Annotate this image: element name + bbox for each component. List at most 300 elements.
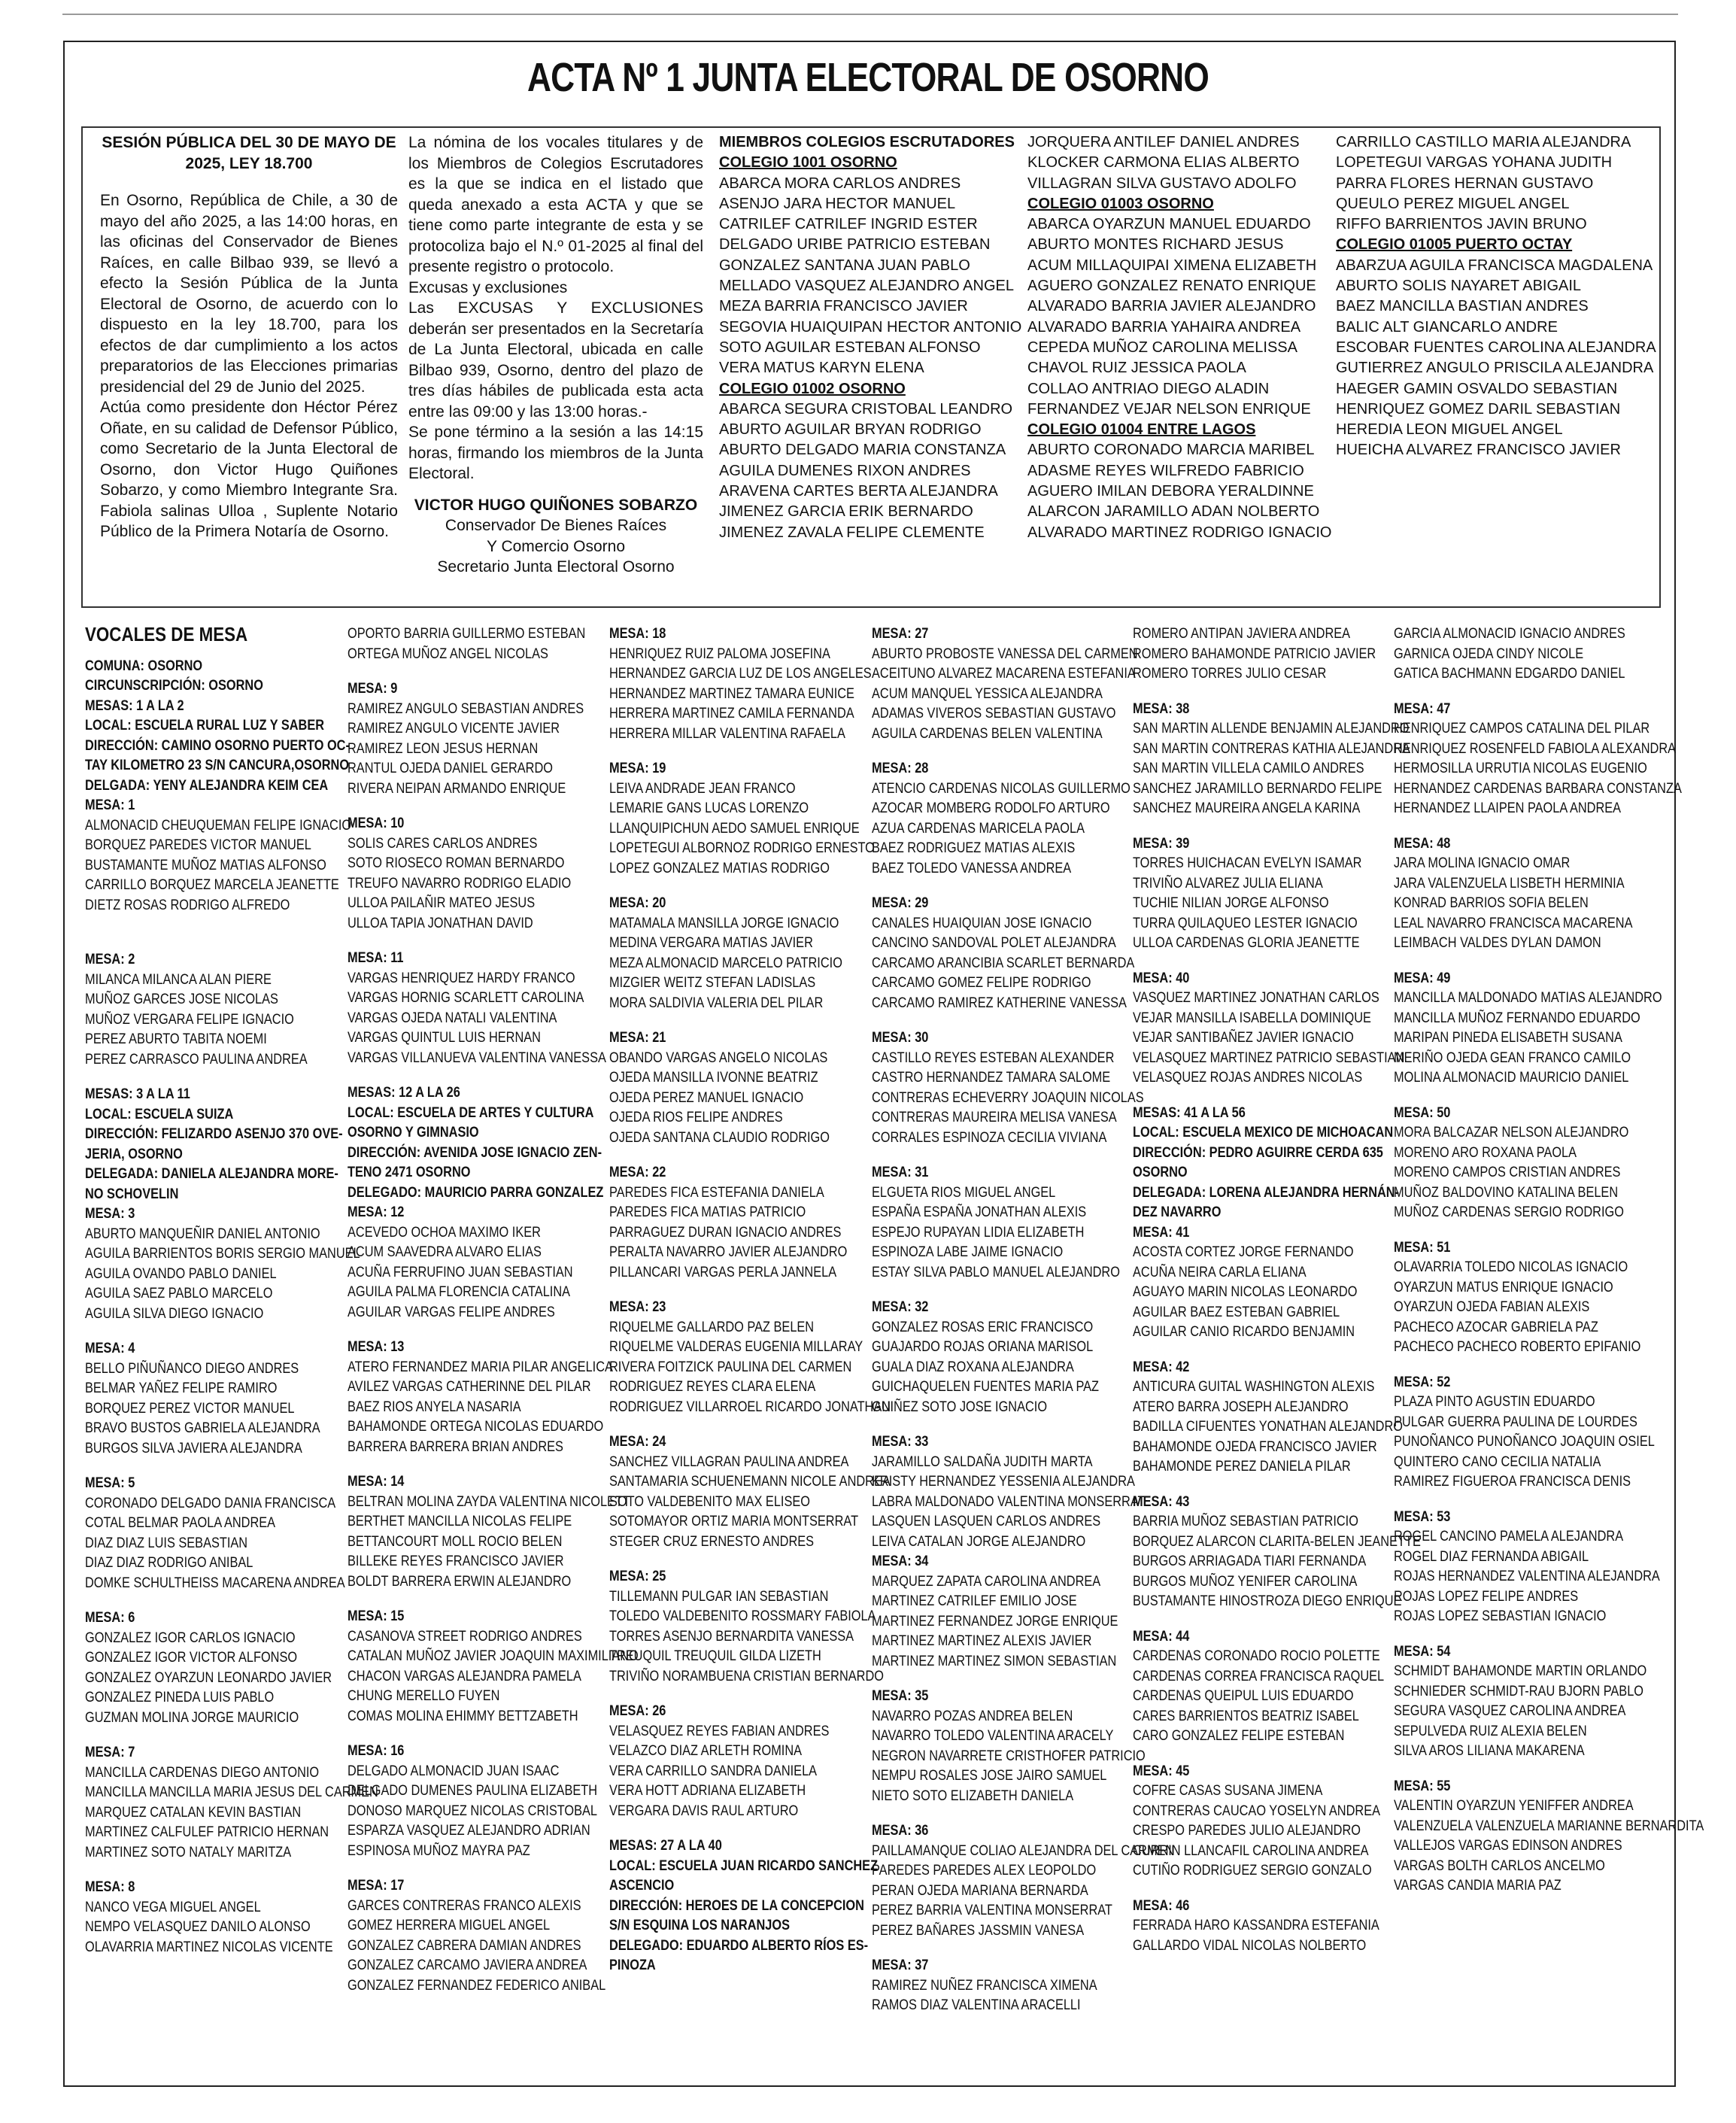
vocal-name: DIAZ DIAZ LUIS SEBASTIAN — [85, 1535, 248, 1551]
vocal-name: LOPETEGUI ALBORNOZ RODRIGO ERNESTO — [609, 840, 875, 856]
vocal-name: VERA HOTT ADRIANA ELIZABETH — [609, 1783, 806, 1799]
vocal-name: PARRAGUEZ DURAN IGNACIO ANDRES — [609, 1224, 842, 1241]
mesa-heading: MESA: 28 — [872, 761, 929, 776]
member-name: ABURTO DELGADO MARIA CONSTANZA — [719, 442, 1006, 459]
vocal-name: BELTRAN MOLINA ZAYDA VALENTINA NICOLETT — [348, 1493, 630, 1510]
vocal-name: CARCAMO RAMIREZ KATHERINE VANESSA — [872, 995, 1127, 1011]
vocal-name: RAMIREZ ANGULO VICENTE JAVIER — [348, 721, 560, 737]
vocal-name: VARGAS QUINTUL LUIS HERNAN — [348, 1030, 541, 1046]
vocal-name: MARQUEZ ZAPATA CAROLINA ANDREA — [872, 1573, 1101, 1590]
vocal-name: OJEDA MANSILLA IVONNE BEATRIZ — [609, 1070, 818, 1086]
member-name: COLLAO ANTRIAO DIEGO ALADIN — [1027, 380, 1270, 397]
member-name: ALVARADO MARTINEZ RODRIGO IGNACIO — [1027, 524, 1332, 541]
mesa-info: DIRECCIÓN: AVENIDA JOSE IGNACIO ZEN- — [348, 1144, 602, 1161]
vocal-name: PEREZ BARRIA VALENTINA MONSERRAT — [872, 1903, 1112, 1918]
vocal-name: TRIVIÑO NORAMBUENA CRISTIAN BERNARDO — [609, 1668, 884, 1684]
vocal-name: RAMIREZ FIGUEROA FRANCISCA DENIS — [1394, 1474, 1631, 1490]
vocal-name: PACHECO PACHECO ROBERTO EPIFANIO — [1394, 1339, 1641, 1355]
vocal-name: TORRES HUICHACAN EVELYN ISAMAR — [1133, 855, 1362, 871]
vocal-name: ROJAS LOPEZ FELIPE ANDRES — [1394, 1588, 1579, 1605]
vocal-name: TREUQUIL TREUQUIL GILDA LIZETH — [609, 1648, 821, 1664]
vocal-name: MANCILLA MANCILLA MARIA JESUS DEL CARMEN — [85, 1784, 378, 1800]
vocal-name: CANCINO SANDOVAL POLET ALEJANDRA — [872, 935, 1116, 951]
vocal-name: CARO GONZALEZ FELIPE ESTEBAN — [1133, 1728, 1345, 1744]
member-name: DELGADO URIBE PATRICIO ESTEBAN — [719, 236, 991, 254]
mesa-info: LOCAL: ESCUELA RURAL LUZ Y SABER — [85, 718, 325, 733]
vocal-name: VALENTIN OYARZUN YENIFFER ANDREA — [1394, 1798, 1634, 1814]
vocal-name: RODRIGUEZ VILLARROEL RICARDO JONATHAN — [609, 1399, 891, 1415]
member-name: ABURTO MONTES RICHARD JESUS — [1027, 236, 1284, 254]
vocal-name: DONOSO MARQUEZ NICOLAS CRISTOBAL — [348, 1803, 598, 1819]
vocal-name: GALLARDO VIDAL NICOLAS NOLBERTO — [1133, 1937, 1367, 1954]
vocal-name: VARGAS VILLANUEVA VALENTINA VANESSA — [348, 1049, 606, 1066]
vocal-name: CUTIÑO RODRIGUEZ SERGIO GONZALO — [1133, 1863, 1372, 1879]
mesa-heading: MESA: 39 — [1133, 835, 1190, 852]
vocal-name: RIQUELME VALDERAS EUGENIA MILLARAY — [609, 1339, 863, 1355]
vocal-name: RAMOS DIAZ VALENTINA ARACELLI — [872, 1997, 1081, 2013]
vocal-name: MORA BALCAZAR NELSON ALEJANDRO — [1394, 1125, 1629, 1140]
vocal-name: AGUILA SAEZ PABLO MARCELO — [85, 1286, 273, 1301]
mesa-heading: MESA: 30 — [872, 1030, 929, 1046]
mesa-heading: MESA: 24 — [609, 1434, 666, 1450]
vocal-name: ESTAY SILVA PABLO MANUEL ALEJANDRO — [872, 1264, 1120, 1280]
vocal-name: MORENO ARO ROXANA PAOLA — [1394, 1144, 1577, 1161]
nomina-paragraph-4: Se pone término a la sesión a las 14:15 horas, firmando los miembros de la Junta Electoral. — [408, 424, 703, 482]
colegios-column-1 — [719, 132, 1020, 543]
vocal-name: OYARZUN OJEDA FABIAN ALEXIS — [1394, 1299, 1590, 1315]
vocal-name: TURRA QUILAQUEO LESTER IGNACIO — [1133, 915, 1358, 931]
vocal-name: PERAN OJEDA MARIANA BERNARDA — [872, 1882, 1088, 1899]
vocal-name: MERIÑO OJEDA GEAN FRANCO CAMILO — [1394, 1049, 1631, 1066]
member-name: CATRILEF CATRILEF INGRID ESTER — [719, 216, 978, 233]
vocal-name: VALENZUELA VALENZUELA MARIANNE BERNARDITA — [1394, 1818, 1704, 1834]
mesa-heading: MESA: 50 — [1394, 1104, 1451, 1121]
mesa-info: COMUNA: OSORNO — [85, 658, 203, 674]
vocal-name: VERGARA DAVIS RAUL ARTURO — [609, 1803, 799, 1819]
vocal-name: ACOSTA CORTEZ JORGE FERNANDO — [1133, 1244, 1354, 1260]
member-name: AGUERO GONZALEZ RENATO ENRIQUE — [1027, 278, 1316, 295]
vocal-name: TREUFO NAVARRO RODRIGO ELADIO — [348, 875, 572, 891]
vocal-name: TOLEDO VALDEBENITO ROSSMARY FABIOLA — [609, 1608, 876, 1624]
vocal-name: OLAVARRIA TOLEDO NICOLAS IGNACIO — [1394, 1259, 1628, 1275]
vocal-name: DIETZ ROSAS RODRIGO ALFREDO — [85, 897, 290, 913]
vocal-name: AGUILAR BAEZ ESTEBAN GABRIEL — [1133, 1304, 1340, 1320]
vocal-name: GUIÑEZ SOTO JOSE IGNACIO — [872, 1399, 1048, 1415]
vocal-name: PAREDES FICA ESTEFANIA DANIELA — [609, 1184, 824, 1201]
vocal-name: MARTINEZ CATRILEF EMILIO JOSE — [872, 1593, 1077, 1609]
vocales-column-6 — [1394, 624, 1704, 1897]
vocal-name: BARRERA BARRERA BRIAN ANDRES — [348, 1438, 563, 1455]
member-name: BALIC ALT GIANCARLO ANDRE — [1336, 318, 1558, 336]
mesa-heading: MESA: 26 — [609, 1703, 666, 1719]
colegio-1002-heading: COLEGIO 01002 OSORNO — [719, 380, 906, 397]
vocal-name: MARIPAN PINEDA ELISABETH SUSANA — [1394, 1030, 1622, 1046]
mesa-heading: MESA: 53 — [1394, 1508, 1451, 1525]
vocal-name: GONZALEZ IGOR CARLOS IGNACIO — [85, 1629, 296, 1646]
vocal-name: SILVA AROS LILIANA MAKARENA — [1394, 1743, 1585, 1759]
vocal-name: HENRIQUEZ ROSENFELD FABIOLA ALEXANDRA — [1394, 740, 1677, 757]
vocal-name: AGUILA OVANDO PABLO DANIEL — [85, 1265, 277, 1282]
colegio-1004-heading: COLEGIO 01004 ENTRE LAGOS — [1027, 421, 1256, 439]
vocal-name: BELMAR YAÑEZ FELIPE RAMIRO — [85, 1380, 278, 1396]
member-name: QUEULO PEREZ MIGUEL ANGEL — [1336, 195, 1570, 212]
vocal-name: ROJAS HERNANDEZ VALENTINA ALEJANDRA — [1394, 1569, 1660, 1584]
vocal-name: LASQUEN LASQUEN CARLOS ANDRES — [872, 1514, 1101, 1529]
vocal-name: BUSTAMANTE MUÑOZ MATIAS ALFONSO — [85, 857, 326, 873]
mesa-heading: MESA: 48 — [1394, 835, 1451, 852]
vocal-name: PEREZ BAÑARES JASSMIN VANESA — [872, 1922, 1085, 1939]
member-name: HEREDIA LEON MIGUEL ANGEL — [1336, 421, 1563, 439]
mesa-info: MESA: 12 — [348, 1204, 405, 1220]
vocal-name: ATERO FERNANDEZ MARIA PILAR ANGELICA — [348, 1359, 613, 1375]
intro-paragraph-2: Actúa como presidente don Héctor Pérez Oñate, en su calidad de Defensor Público, como Secretario de la Junta Electoral de Osorno, don Victor Hugo Quiñones Sobarzo, y como Miembro Integrante Sra. Fabiola salinas Ulloa , Suplente Notario Público de la Primera Notaría de Osorno. — [100, 399, 398, 540]
vocal-name: MARTINEZ MARTINEZ ALEXIS JAVIER — [872, 1633, 1092, 1649]
mesa-heading: MESAS: 3 A LA 11 — [85, 1086, 190, 1102]
member-name: AGUILA DUMENES RIXON ANDRES — [719, 462, 971, 479]
vocal-name: SAN MARTIN CONTRERAS KATHIA ALEJANDRA — [1133, 740, 1410, 757]
vocal-name: DELGADO DUMENES PAULINA ELIZABETH — [348, 1783, 598, 1799]
vocal-name: ESPINOZA LABE JAIME IGNACIO — [872, 1244, 1064, 1260]
signature-line-2: Y Comercio Osorno — [486, 537, 626, 555]
colegios-heading: MIEMBROS COLEGIOS ESCRUTADORES — [719, 134, 1015, 150]
mesa-info: MESAS: 1 A LA 2 — [85, 697, 184, 714]
mesa-heading: MESA: 33 — [872, 1434, 929, 1450]
vocal-name: MOLINA ALMONACID MAURICIO DANIEL — [1394, 1070, 1629, 1086]
member-name: JORQUERA ANTILEF DANIEL ANDRES — [1027, 134, 1300, 150]
mesa-info: TENO 2471 OSORNO — [348, 1165, 471, 1180]
vocal-name: SANTAMARIA SCHUENEMANN NICOLE ANDREA — [609, 1474, 891, 1490]
member-name: FERNANDEZ VEJAR NELSON ENRIQUE — [1027, 400, 1311, 418]
vocal-name: NAVARRO POZAS ANDREA BELEN — [872, 1708, 1073, 1724]
member-name: VERA MATUS KARYN ELENA — [719, 360, 924, 377]
vocal-name: VERA CARRILLO SANDRA DANIELA — [609, 1763, 818, 1779]
vocal-name: GUALA DIAZ ROXANA ALEJANDRA — [872, 1359, 1074, 1375]
mesa-heading: MESA: 5 — [85, 1475, 135, 1491]
vocal-name: LOPEZ GONZALEZ MATIAS RODRIGO — [609, 860, 830, 876]
vocal-name: VARGAS OJEDA NATALI VALENTINA — [348, 1010, 557, 1026]
vocal-name: BURGOS MUÑOZ YENIFER CAROLINA — [1133, 1573, 1358, 1590]
vocal-name: AGUILA SILVA DIEGO IGNACIO — [85, 1305, 264, 1322]
vocal-name: CARDENAS QUEIPUL LUIS EDUARDO — [1133, 1688, 1354, 1704]
member-name: ABURTO CORONADO MARCIA MARIBEL — [1027, 442, 1315, 459]
excusas-heading: Excusas y exclusiones — [408, 278, 568, 296]
vocal-name: MUÑOZ GARCES JOSE NICOLAS — [85, 992, 278, 1007]
member-name: PARRA FLORES HERNAN GUSTAVO — [1336, 175, 1594, 192]
vocal-name: MEDINA VERGARA MATIAS JAVIER — [609, 935, 813, 951]
vocal-name: GOMEZ HERRERA MIGUEL ANGEL — [348, 1918, 551, 1933]
intro-column — [100, 132, 398, 542]
mesa-heading: MESA: 11 — [348, 950, 404, 966]
vocal-name: ABURTO MANQUEÑIR DANIEL ANTONIO — [85, 1226, 320, 1242]
vocal-name: PLAZA PINTO AGUSTIN EDUARDO — [1394, 1394, 1595, 1410]
vocal-name: GONZALEZ CABRERA DAMIAN ANDRES — [348, 1937, 581, 1954]
vocales-column-1 — [85, 624, 378, 1957]
mesa-heading: MESA: 4 — [85, 1341, 135, 1356]
vocal-name: CANALES HUAIQUIAN JOSE IGNACIO — [872, 915, 1092, 931]
vocal-name: VEJAR MANSILLA ISABELLA DOMINIQUE — [1133, 1010, 1371, 1026]
vocal-name: MANCILLA MALDONADO MATIAS ALEJANDRO — [1394, 990, 1662, 1006]
colegio-1001-list — [719, 174, 1020, 379]
mesa-heading: MESA: 52 — [1394, 1374, 1451, 1390]
mesa-heading: MESA: 35 — [872, 1688, 929, 1704]
colegio-1002-list — [719, 399, 1020, 543]
vocal-name: QUINTERO CANO CECILIA NATALIA — [1394, 1453, 1601, 1470]
vocal-name: BELLO PIÑUÑANCO DIEGO ANDRES — [85, 1360, 299, 1377]
vocal-name: AGUILAR VARGAS FELIPE ANDRES — [348, 1304, 555, 1320]
vocales-column-5 — [1133, 624, 1421, 1956]
mesa-heading: MESA: 23 — [609, 1299, 666, 1315]
mesa-info: MESA: 3 — [85, 1206, 135, 1222]
mesa-heading: MESA: 7 — [85, 1745, 135, 1760]
vocal-name: SCHMIDT BAHAMONDE MARTIN ORLANDO — [1394, 1663, 1647, 1679]
vocal-name: MORA SALDIVIA VALERIA DEL PILAR — [609, 995, 824, 1011]
vocal-name: VARGAS CANDIA MARIA PAZ — [1394, 1878, 1561, 1894]
vocal-name: AGUILAR CANIO RICARDO BENJAMIN — [1133, 1324, 1355, 1340]
mesa-info: DIRECCIÓN: FELIZARDO ASENJO 370 OVE- — [85, 1126, 343, 1142]
member-name: SOTO AGUILAR ESTEBAN ALFONSO — [719, 339, 981, 356]
vocal-name: RODRIGUEZ REYES CLARA ELENA — [609, 1379, 816, 1395]
vocal-name: NEGRON NAVARRETE CRISTHOFER PATRICIO — [872, 1748, 1146, 1764]
mesa-heading: MESA: 49 — [1394, 970, 1451, 986]
vocal-name: CARCAMO ARANCIBIA SCARLET BERNARDA — [872, 955, 1135, 971]
mesa-heading: MESA: 6 — [85, 1610, 135, 1626]
vocal-name: FERRADA HARO KASSANDRA ESTEFANIA — [1133, 1918, 1379, 1933]
vocal-name: LLANQUIPICHUN AEDO SAMUEL ENRIQUE — [609, 820, 860, 837]
vocal-name: ESPEJO RUPAYAN LIDIA ELIZABETH — [872, 1224, 1085, 1241]
vocal-name: ACUM SAAVEDRA ALVARO ELIAS — [348, 1244, 542, 1260]
vocal-name: CURRIN LLANCAFIL CAROLINA ANDREA — [1133, 1842, 1369, 1859]
vocales-column-4 — [872, 624, 1174, 2016]
vocal-name: CARRILLO BORQUEZ MARCELA JEANETTE — [85, 877, 339, 893]
mesa-info: MESA: 1 — [85, 797, 135, 813]
vocal-name: BRAVO BUSTOS GABRIELA ALEJANDRA — [85, 1420, 320, 1436]
mesa-heading: MESA: 42 — [1133, 1359, 1190, 1375]
mesa-heading: MESAS: 41 A LA 56 — [1133, 1104, 1246, 1121]
member-name: KLOCKER CARMONA ELIAS ALBERTO — [1027, 154, 1300, 172]
vocal-name: RIVERA NEIPAN ARMANDO ENRIQUE — [348, 780, 566, 797]
vocal-name: PERALTA NAVARRO JAVIER ALEJANDRO — [609, 1244, 848, 1260]
vocal-name: VEJAR SANTIBAÑEZ JAVIER IGNACIO — [1133, 1030, 1354, 1046]
vocal-name: BORQUEZ PAREDES VICTOR MANUEL — [85, 837, 311, 853]
vocal-name: PEREZ CARRASCO PAULINA ANDREA — [85, 1051, 308, 1068]
vocal-name: BUSTAMANTE HINOSTROZA DIEGO ENRIQUE — [1133, 1593, 1402, 1609]
vocal-name: KONRAD BARRIOS SOFIA BELEN — [1394, 895, 1589, 911]
mesa-heading: MESA: 43 — [1133, 1493, 1190, 1510]
vocal-name: MORENO CAMPOS CRISTIAN ANDRES — [1394, 1165, 1621, 1180]
vocal-name: ROGEL DIAZ FERNANDA ABIGAIL — [1394, 1548, 1589, 1565]
vocal-name: LEIVA ANDRADE JEAN FRANCO — [609, 780, 796, 797]
vocal-name: SAN MARTIN ALLENDE BENJAMIN ALEJANDRO — [1133, 721, 1410, 737]
vocal-name: MEZA ALMONACID MARCELO PATRICIO — [609, 955, 842, 971]
vocal-name: PUNOÑANCO PUNOÑANCO JOAQUIN OSIEL — [1394, 1434, 1655, 1450]
vocal-name: COTAL BELMAR PAOLA ANDREA — [85, 1515, 276, 1531]
mesa-heading: MESA: 32 — [872, 1299, 929, 1315]
vocal-name: BAEZ TOLEDO VANESSA ANDREA — [872, 860, 1072, 876]
vocal-name: PILLANCARI VARGAS PERLA JANNELA — [609, 1264, 837, 1280]
nomina-column — [408, 132, 703, 578]
mesa-info: DEZ NAVARRO — [1133, 1204, 1222, 1220]
colegio-1004-list — [1027, 440, 1332, 542]
vocal-name: CONTRERAS ECHEVERRY JOAQUIN NICOLAS — [872, 1089, 1144, 1106]
member-name: CARRILLO CASTILLO MARIA ALEJANDRA — [1336, 134, 1631, 150]
mesa-heading: MESA: 21 — [609, 1030, 666, 1046]
vocal-name: CARCAMO GOMEZ FELIPE RODRIGO — [872, 975, 1091, 991]
colegio-1001-heading: COLEGIO 1001 OSORNO — [719, 154, 897, 172]
vocal-name: RAMIREZ ANGULO SEBASTIAN ANDRES — [348, 700, 584, 717]
vocal-name: BOLDT BARRERA ERWIN ALEJANDRO — [348, 1573, 572, 1590]
vocal-name: HENRIQUEZ RUIZ PALOMA JOSEFINA — [609, 645, 830, 662]
member-name: CHAVOL RUIZ JESSICA PAOLA — [1027, 360, 1246, 377]
vocal-name: SOTOMAYOR ORTIZ MARIA MONTSERRAT — [609, 1514, 859, 1529]
colegio-1005-heading: COLEGIO 01005 PUERTO OCTAY — [1336, 236, 1573, 254]
vocal-name: MATAMALA MANSILLA JORGE IGNACIO — [609, 915, 839, 931]
mesa-heading: MESA: 10 — [348, 815, 405, 831]
vocal-name: RIVERA FOITZICK PAULINA DEL CARMEN — [609, 1359, 852, 1375]
mesa-info: ASCENCIO — [609, 1878, 675, 1894]
vocal-name: DIAZ DIAZ RODRIGO ANIBAL — [85, 1555, 253, 1571]
vocal-name: BURGOS ARRIAGADA TIARI FERNANDA — [1133, 1554, 1367, 1569]
vocal-name: AZOCAR MOMBERG RODOLFO ARTURO — [872, 800, 1110, 816]
vocal-name: HERMOSILLA URRUTIA NICOLAS EUGENIO — [1394, 761, 1647, 776]
vocal-name: MIZGIER WEITZ STEFAN LADISLAS — [609, 975, 816, 991]
vocal-name: PAREDES FICA MATIAS PATRICIO — [609, 1204, 806, 1220]
vocal-name: LEIMBACH VALDES DYLAN DAMON — [1394, 935, 1601, 951]
member-name: ABURTO AGUILAR BRYAN RODRIGO — [719, 421, 982, 439]
mesa-info: DIRECCIÓN: CAMINO OSORNO PUERTO OC- — [85, 737, 350, 754]
vocal-name: GUZMAN MOLINA JORGE MAURICIO — [85, 1709, 299, 1726]
member-name: JIMENEZ GARCIA ERIK BERNARDO — [719, 503, 973, 521]
member-name: GUTIERREZ ANGULO PRISCILA ALEJANDRA — [1336, 360, 1654, 377]
vocal-name: RANTUL OJEDA DANIEL GERARDO — [348, 761, 553, 776]
member-name: HENRIQUEZ GOMEZ DARIL SEBASTIAN — [1336, 400, 1621, 418]
mesa-heading: MESA: 13 — [348, 1339, 405, 1355]
vocal-name: OJEDA SANTANA CLAUDIO RODRIGO — [609, 1129, 830, 1146]
colegio-1002-list-cont — [1027, 132, 1328, 194]
vocal-name: ACEITUNO ALVAREZ MACARENA ESTEFANIA — [872, 666, 1136, 682]
vocal-name: BAEZ RODRIGUEZ MATIAS ALEXIS — [872, 840, 1076, 856]
vocal-name: BAHAMONDE ORTEGA NICOLAS EDUARDO — [348, 1419, 604, 1435]
vocal-name: VELAZCO DIAZ ARLETH ROMINA — [609, 1743, 803, 1759]
vocal-name: ULLOA TAPIA JONATHAN DAVID — [348, 915, 533, 931]
mesa-heading: MESA: 22 — [609, 1165, 666, 1180]
vocal-name: LEIVA CATALAN JORGE ALEJANDRO — [872, 1533, 1086, 1550]
top-rule — [62, 14, 1678, 15]
colegio-1003-heading: COLEGIO 01003 OSORNO — [1027, 195, 1214, 212]
vocal-name: CASANOVA STREET RODRIGO ANDRES — [348, 1628, 582, 1645]
vocal-name: VARGAS HORNIG SCARLETT CAROLINA — [348, 990, 584, 1006]
mesa-heading: MESA: 15 — [348, 1608, 405, 1624]
vocal-name: OLAVARRIA MARTINEZ NICOLAS VICENTE — [85, 1939, 333, 1955]
vocal-name: CASTILLO REYES ESTEBAN ALEXANDER — [872, 1049, 1115, 1066]
vocal-name: AZUA CARDENAS MARICELA PAOLA — [872, 820, 1085, 837]
mesa-info: PINOZA — [609, 1957, 656, 1973]
vocal-name: JARA VALENZUELA LISBETH HERMINIA — [1394, 875, 1625, 891]
page-title: ACTA Nº 1 JUNTA ELECTORAL DE OSORNO — [527, 55, 1209, 100]
vocal-name: RIQUELME GALLARDO PAZ BELEN — [609, 1319, 815, 1335]
vocal-name: KRISTY HERNANDEZ YESSENIA ALEJANDRA — [872, 1474, 1135, 1490]
vocal-name: PAREDES PAREDES ALEX LEOPOLDO — [872, 1863, 1097, 1879]
vocal-name: RAMIREZ NUÑEZ FRANCISCA XIMENA — [872, 1977, 1097, 1994]
vocal-name: NIETO SOTO ELIZABETH DANIELA — [872, 1787, 1074, 1804]
vocal-name: MILANCA MILANCA ALAN PIERE — [85, 971, 272, 988]
vocal-name: ROMERO ANTIPAN JAVIERA ANDREA — [1133, 626, 1351, 642]
vocal-name: SANCHEZ JARAMILLO BERNARDO FELIPE — [1133, 780, 1382, 797]
vocal-name: HERNANDEZ CARDENAS BARBARA CONSTANZA — [1394, 780, 1682, 797]
mesa-info: DIRECCIÓN: PEDRO AGUIRRE CERDA 635 — [1133, 1144, 1383, 1161]
member-name: ABARZUA AGUILA FRANCISCA MAGDALENA — [1336, 257, 1653, 274]
mesa-heading: MESA: 31 — [872, 1165, 929, 1180]
mesa-heading: MESA: 40 — [1133, 970, 1190, 986]
mesa-info: DELEGADA: LORENA ALEJANDRA HERNÁN- — [1133, 1184, 1400, 1201]
vocal-name: BERTHET MANCILLA NICOLAS FELIPE — [348, 1514, 572, 1529]
vocal-name: GUAJARDO ROJAS ORIANA MARISOL — [872, 1339, 1094, 1355]
vocal-name: CORONADO DELGADO DANIA FRANCISCA — [85, 1495, 336, 1511]
vocal-name: TUCHIE NILIAN JORGE ALFONSO — [1133, 895, 1329, 911]
vocal-name: PAILLAMANQUE COLIAO ALEJANDRA DEL CARMEN — [872, 1842, 1175, 1859]
vocal-name: NEMPO VELASQUEZ DANILO ALONSO — [85, 1919, 311, 1935]
member-name: ESCOBAR FUENTES CAROLINA ALEJANDRA — [1336, 339, 1656, 356]
mesa-info: NO SCHOVELIN — [85, 1186, 179, 1202]
member-name: ALVARADO BARRIA YAHAIRA ANDREA — [1027, 318, 1301, 336]
vocal-name: SANCHEZ VILLAGRAN PAULINA ANDREA — [609, 1453, 849, 1470]
vocal-name: GATICA BACHMANN EDGARDO DANIEL — [1394, 666, 1625, 682]
mesa-heading: MESA: 51 — [1394, 1239, 1451, 1256]
member-name: ALARCON JARAMILLO ADAN NOLBERTO — [1027, 503, 1320, 521]
mesa-heading: MESAS: 12 A LA 26 — [348, 1085, 460, 1101]
vocal-name: ALMONACID CHEUQUEMAN FELIPE IGNACIO — [85, 817, 352, 834]
signature-line-1: Conservador De Bienes Raíces — [445, 517, 667, 534]
vocal-name: CONTRERAS CAUCAO YOSELYN ANDREA — [1133, 1803, 1381, 1819]
mesa-heading: MESA: 20 — [609, 895, 666, 911]
vocal-name: RAMIREZ LEON JESUS HERNAN — [348, 740, 539, 757]
vocal-name: AGUILA CARDENAS BELEN VALENTINA — [872, 725, 1103, 742]
vocal-name: AVILEZ VARGAS CATHERINNE DEL PILAR — [348, 1379, 591, 1395]
vocal-name: GONZALEZ PINEDA LUIS PABLO — [85, 1690, 275, 1705]
vocal-name: CRESPO PAREDES JULIO ALEJANDRO — [1133, 1823, 1361, 1839]
vocal-name: OJEDA RIOS FELIPE ANDRES — [609, 1110, 783, 1125]
vocal-name: DOMKE SCHULTHEISS MACARENA ANDREA — [85, 1575, 345, 1591]
vocal-name: GONZALEZ OYARZUN LEONARDO JAVIER — [85, 1669, 332, 1686]
vocal-name: VASQUEZ MARTINEZ JONATHAN CARLOS — [1133, 990, 1379, 1006]
vocales-column-2 — [348, 624, 639, 1996]
member-name: RIFFO BARRIENTOS JAVIN BRUNO — [1336, 216, 1587, 233]
colegio-1005-list — [1336, 256, 1656, 461]
vocal-name: ROMERO TORRES JULIO CESAR — [1133, 666, 1327, 682]
vocal-name: CORRALES ESPINOZA CECILIA VIVIANA — [872, 1129, 1107, 1146]
mesa-info: OSORNO Y GIMNASIO — [348, 1125, 479, 1140]
vocal-name: LEMARIE GANS LUCAS LORENZO — [609, 800, 809, 816]
vocal-name: ESPINOSA MUÑOZ MAYRA PAZ — [348, 1842, 530, 1859]
member-name: MELLADO VASQUEZ ALEJANDRO ANGEL — [719, 278, 1014, 295]
vocal-name: TORRES ASENJO BERNARDITA VANESSA — [609, 1628, 854, 1645]
vocal-name: MARTINEZ SOTO NATALY MARITZA — [85, 1844, 292, 1860]
mesa-heading: MESA: 19 — [609, 761, 666, 776]
vocal-name: SOLIS CARES CARLOS ANDRES — [348, 835, 538, 852]
vocal-name: ROJAS LOPEZ SEBASTIAN IGNACIO — [1394, 1608, 1607, 1624]
vocal-name: BARRIA MUÑOZ SEBASTIAN PATRICIO — [1133, 1514, 1358, 1529]
member-name: VILLAGRAN SILVA GUSTAVO ADOLFO — [1027, 175, 1297, 192]
vocal-name: GONZALEZ ROSAS ERIC FRANCISCO — [872, 1319, 1094, 1335]
vocal-name: AGUILA BARRIENTOS BORIS SERGIO MANUEL — [85, 1246, 360, 1262]
vocal-name: OPORTO BARRIA GUILLERMO ESTEBAN — [348, 626, 586, 642]
vocal-name: PULGAR GUERRA PAULINA DE LOURDES — [1394, 1414, 1637, 1430]
mesa-info: DELEGADO: EDUARDO ALBERTO RÍOS ES- — [609, 1937, 869, 1954]
member-name: ASENJO JARA HECTOR MANUEL — [719, 195, 956, 212]
vocal-name: BAEZ RIOS ANYELA NASARIA — [348, 1399, 521, 1415]
vocal-name: HENRIQUEZ CAMPOS CATALINA DEL PILAR — [1394, 721, 1650, 737]
vocal-name: LABRA MALDONADO VALENTINA MONSERRAT — [872, 1493, 1146, 1510]
vocal-name: CASTRO HERNANDEZ TAMARA SALOME — [872, 1070, 1111, 1086]
